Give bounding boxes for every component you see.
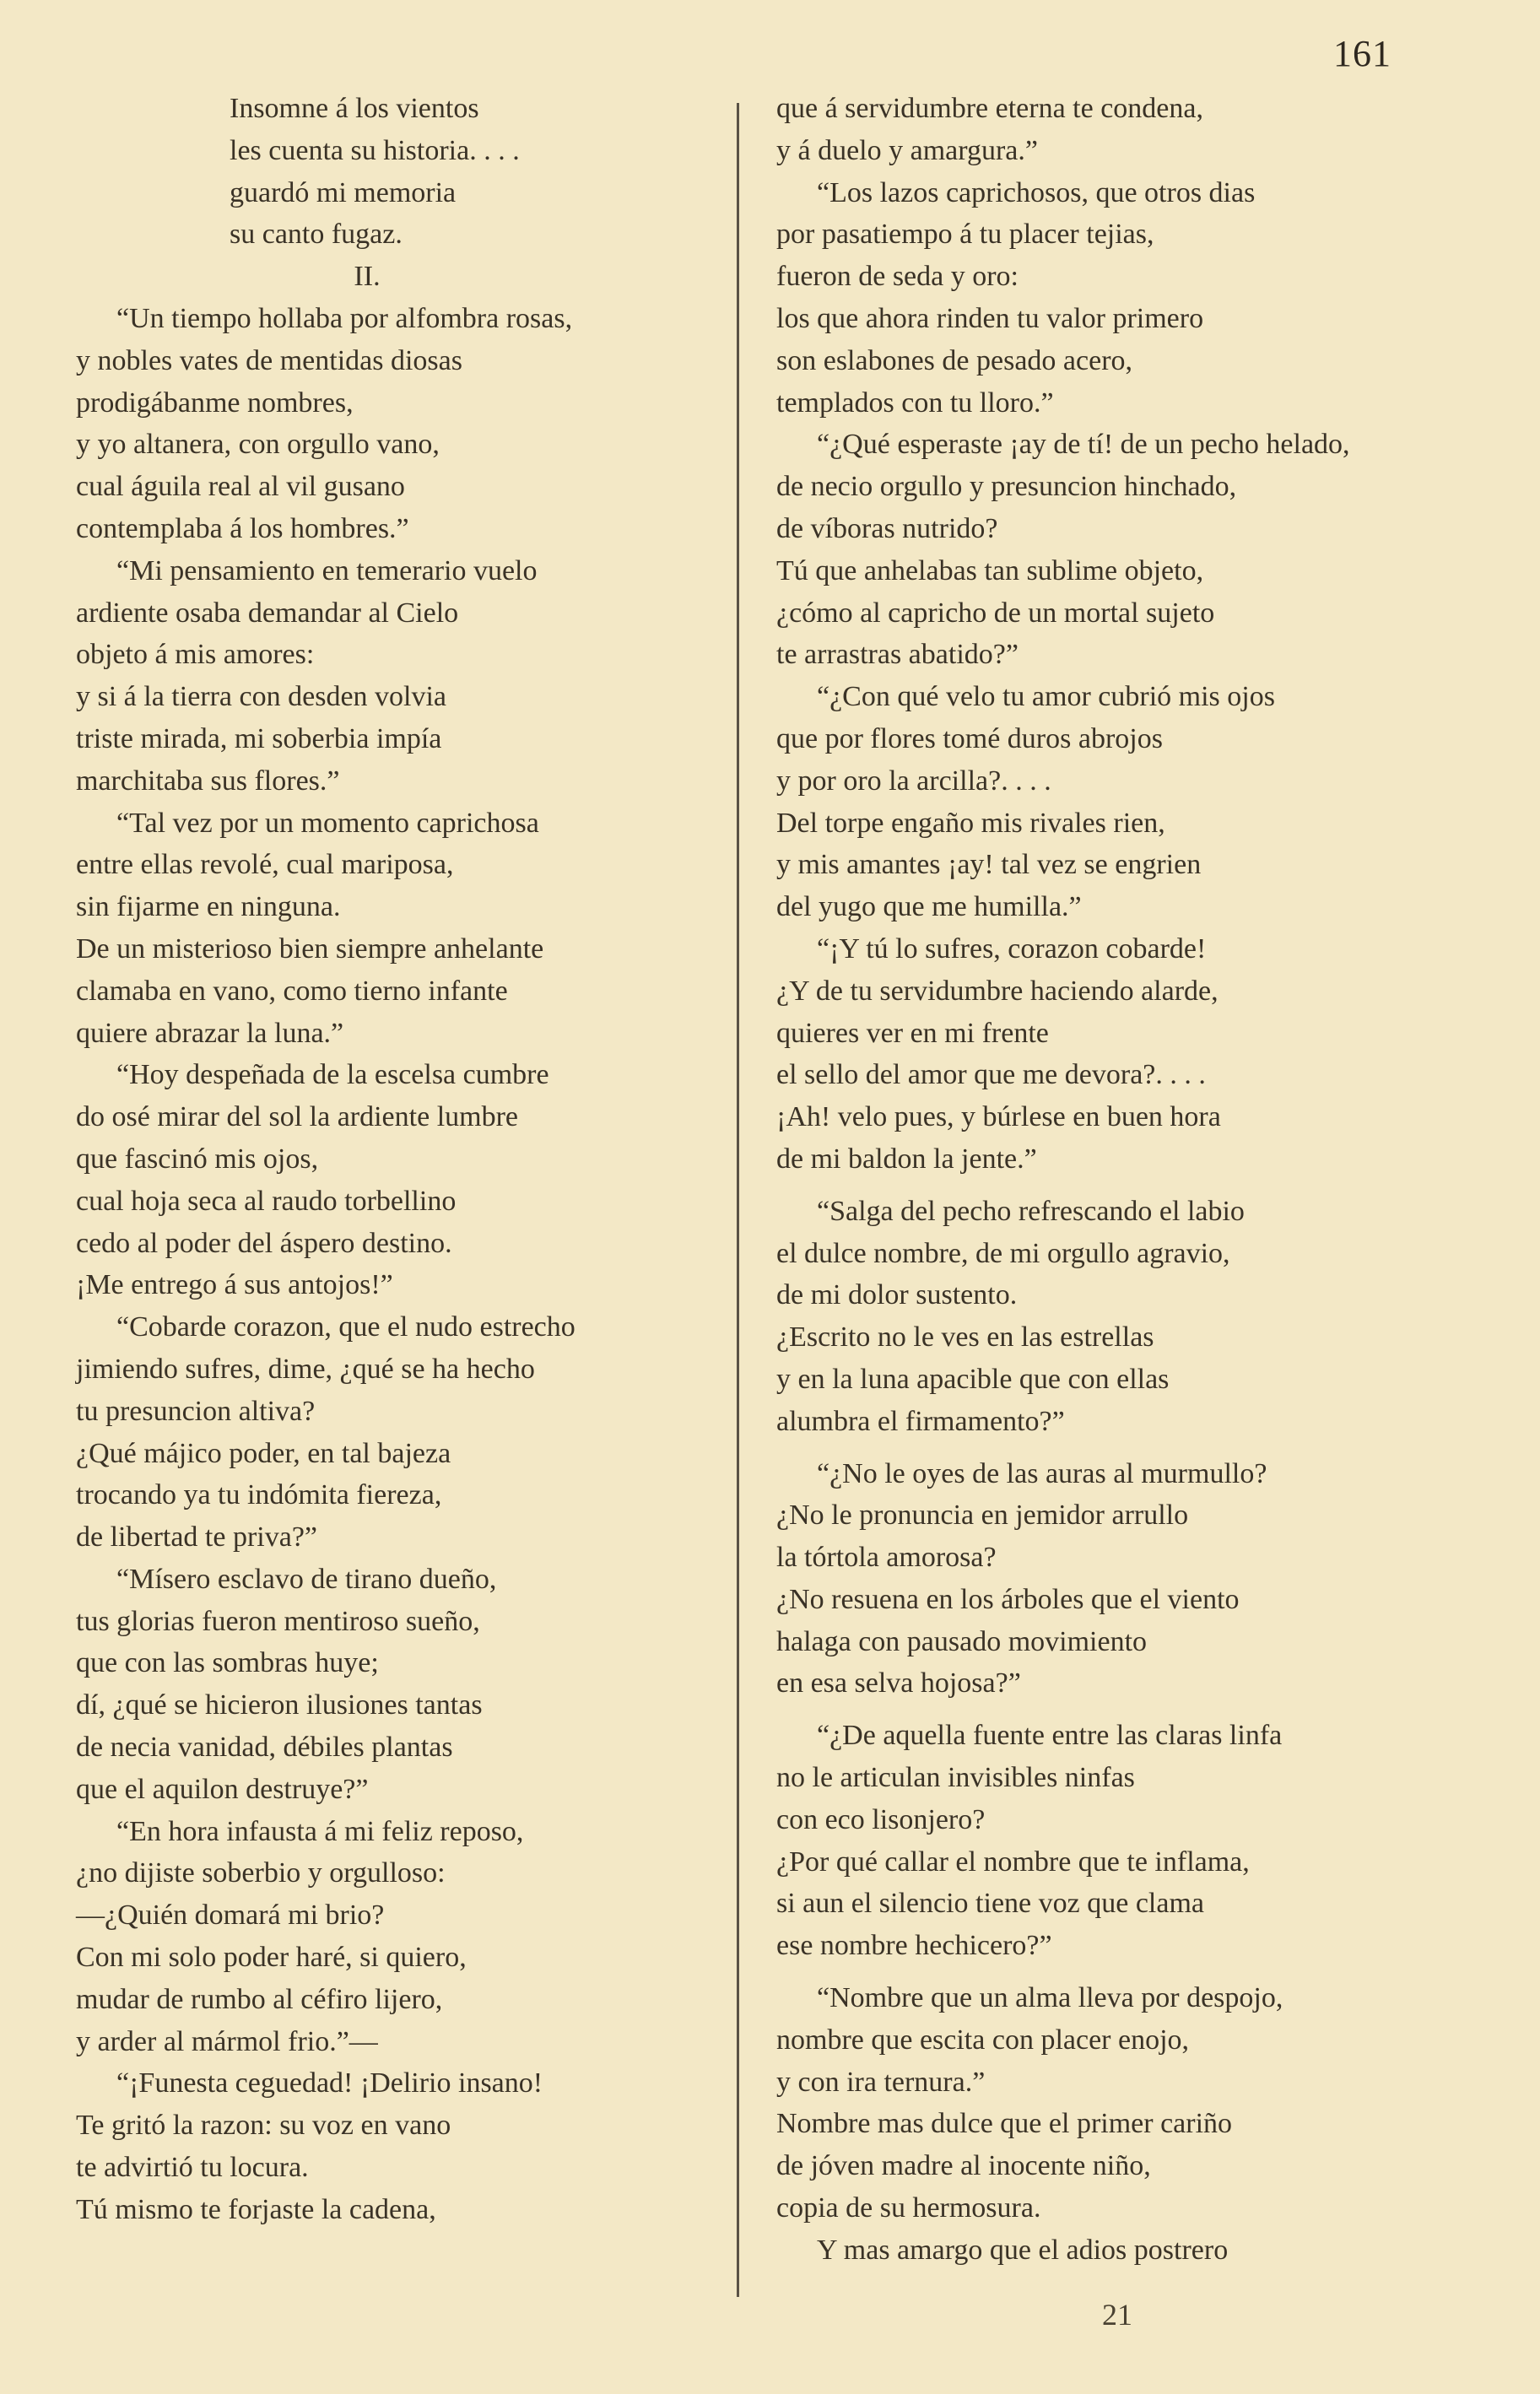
verse-line: triste mirada, mi soberbia impía: [76, 722, 442, 754]
verse-line: Insomne á los vientos: [230, 93, 479, 124]
verse-line: nombre que escita con placer enojo,: [776, 2024, 1190, 2056]
verse-line: cedo al poder del áspero destino.: [76, 1227, 452, 1259]
verse-line: entre ellas revolé, cual mariposa,: [76, 849, 454, 881]
verse-line: que á servidumbre eterna te condena,: [776, 93, 1203, 124]
verse-line: objeto á mis amores:: [76, 639, 315, 671]
verse-line: “¿No le oyes de las auras al murmullo?: [817, 1457, 1267, 1489]
left-column: [76, 88, 743, 2231]
verse-line: —¿Quién domará mi brio?: [76, 1900, 385, 1932]
verse-line: marchitaba sus flores.”: [76, 765, 340, 797]
verse-line: y con ira ternura.”: [776, 2066, 986, 2098]
verse-line: Del torpe engaño mis rivales rien,: [776, 807, 1165, 839]
verse-line: “¡Y tú lo sufres, corazon cobarde!: [817, 932, 1207, 965]
verse-line: y mis amantes ¡ay! tal vez se engrien: [776, 849, 1202, 881]
verse-line: ¿no dijiste soberbio y orgulloso:: [76, 1857, 446, 1889]
verse-line: y arder al mármol frio.”—: [76, 2025, 378, 2057]
verse-line: en esa selva hojosa?”: [776, 1667, 1021, 1700]
right-column: [776, 88, 1443, 2272]
verse-line: que el aquilon destruye?”: [76, 1773, 369, 1805]
verse-line: “¡Funesta ceguedad! ¡Delirio insano!: [116, 2067, 543, 2099]
verse-line: de jóven madre al inocente niño,: [776, 2150, 1151, 2182]
verse-line: “¿De aquella fuente entre las claras linfa: [817, 1720, 1283, 1752]
verse-line: “Nombre que un alma lleva por despojo,: [817, 1982, 1283, 2014]
verse-line: “Los lazos caprichosos, que otros dias: [817, 176, 1256, 208]
verse-line: ardiente osaba demandar al Cielo: [76, 597, 459, 629]
verse-line: de libertad te priva?”: [76, 1521, 318, 1554]
verse-line: sin fijarme en ninguna.: [76, 891, 341, 923]
verse-line: de mi dolor sustento.: [776, 1279, 1018, 1311]
verse-line: su canto fugaz.: [230, 219, 403, 251]
verse-line: jimiendo sufres, dime, ¿qué se ha hecho: [76, 1353, 535, 1385]
verse-line: quieres ver en mi frente: [776, 1017, 1049, 1049]
verse-line: con eco lisonjero?: [776, 1803, 986, 1835]
verse-line: cual águila real al vil gusano: [76, 471, 405, 503]
verse-line: y yo altanera, con orgullo vano,: [76, 429, 440, 461]
verse-line: fueron de seda y oro:: [776, 261, 1019, 293]
verse-line: Nombre mas dulce que el primer cariño: [776, 2108, 1233, 2140]
verse-line: el sello del amor que me devora?. . . .: [776, 1059, 1206, 1091]
verse-line: y si á la tierra con desden volvia: [76, 681, 447, 713]
verse-line: mudar de rumbo al céfiro lijero,: [76, 1983, 443, 2015]
verse-line: ese nombre hechicero?”: [776, 1930, 1052, 1962]
verse-line: templados con tu lloro.”: [776, 386, 1054, 419]
verse-line: ¿Qué májico poder, en tal bajeza: [76, 1437, 451, 1469]
verse-line: Con mi solo poder haré, si quiero,: [76, 1942, 467, 1974]
verse-line: ¿Y de tu servidumbre haciendo alarde,: [776, 975, 1218, 1007]
verse-line: y nobles vates de mentidas diosas: [76, 344, 462, 376]
verse-line: Tú mismo te forjaste la cadena,: [76, 2193, 436, 2225]
verse-line: ¿cómo al capricho de un mortal sujeto: [776, 597, 1215, 629]
verse-line: copia de su hermosura.: [776, 2192, 1041, 2224]
verse-line: no le articulan invisibles ninfas: [776, 1762, 1135, 1794]
verse-line: quiere abrazar la luna.”: [76, 1017, 344, 1049]
verse-line: te arrastras abatido?”: [776, 639, 1019, 671]
verse-line: de necio orgullo y presuncion hinchado,: [776, 471, 1237, 503]
verse-line: el dulce nombre, de mi orgullo agravio,: [776, 1237, 1230, 1269]
verse-line: les cuenta su historia. . . .: [230, 134, 520, 166]
verse-line: “¿Qué esperaste ¡ay de tí! de un pecho helado,: [817, 429, 1350, 461]
verse-line: ¿No resuena en los árboles que el viento: [776, 1583, 1240, 1615]
verse-line: “Un tiempo hollaba por alfombra rosas,: [116, 302, 573, 334]
signature-mark: 21: [1102, 2298, 1132, 2332]
verse-line: “Hoy despeñada de la escelsa cumbre: [116, 1059, 549, 1091]
verse-line: do osé mirar del sol la ardiente lumbre: [76, 1101, 518, 1133]
verse-line: y por oro la arcilla?. . . .: [776, 765, 1051, 797]
verse-line: te advirtió tu locura.: [76, 2152, 309, 2184]
verse-line: II.: [354, 261, 381, 293]
verse-line: los que ahora rinden tu valor primero: [776, 302, 1204, 334]
verse-line: Y mas amargo que el adios postrero: [817, 2234, 1229, 2266]
verse-line: clamaba en vano, como tierno infante: [76, 975, 508, 1007]
verse-line: cual hoja seca al raudo torbellino: [76, 1185, 457, 1217]
verse-line: “¿Con qué velo tu amor cubrió mis ojos: [817, 681, 1275, 713]
verse-line: y en la luna apacible que con ellas: [776, 1363, 1170, 1395]
verse-line: ¿Escrito no le ves en las estrellas: [776, 1321, 1154, 1354]
verse-line: De un misterioso bien siempre anhelante: [76, 932, 544, 965]
verse-line: ¿Por qué callar el nombre que te inflama,: [776, 1845, 1250, 1878]
verse-line: guardó mi memoria: [230, 176, 457, 208]
verse-line: de mi baldon la jente.”: [776, 1143, 1037, 1175]
verse-line: “Mísero esclavo de tirano dueño,: [116, 1563, 497, 1595]
verse-line: ¡Ah! velo pues, y búrlese en buen hora: [776, 1101, 1221, 1133]
verse-line: “Tal vez por un momento caprichosa: [116, 807, 539, 839]
verse-line: que fascinó mis ojos,: [76, 1143, 319, 1175]
verse-line: ¿No le pronuncia en jemidor arrullo: [776, 1500, 1189, 1532]
page-number: 161: [1333, 33, 1391, 74]
verse-line: dí, ¿qué se hicieron ilusiones tantas: [76, 1689, 483, 1721]
verse-line: halaga con pausado movimiento: [776, 1625, 1148, 1657]
verse-line: la tórtola amorosa?: [776, 1542, 997, 1574]
verse-line: “En hora infausta á mi feliz reposo,: [116, 1815, 524, 1847]
verse-line: Tú que anhelabas tan sublime objeto,: [776, 554, 1204, 586]
verse-line: alumbra el firmamento?”: [776, 1405, 1065, 1437]
verse-line: contemplaba á los hombres.”: [76, 512, 409, 544]
verse-line: trocando ya tu indómita fiereza,: [76, 1479, 442, 1511]
verse-line: de necia vanidad, débiles plantas: [76, 1732, 453, 1764]
verse-line: “Salga del pecho refrescando el labio: [817, 1195, 1245, 1227]
verse-line: Te gritó la razon: su voz en vano: [76, 2110, 451, 2142]
verse-line: “Cobarde corazon, que el nudo estrecho: [116, 1311, 575, 1343]
verse-line: son eslabones de pesado acero,: [776, 344, 1133, 376]
verse-line: si aun el silencio tiene voz que clama: [776, 1888, 1204, 1920]
verse-line: tu presuncion altiva?: [76, 1395, 316, 1427]
verse-line: por pasatiempo á tu placer tejias,: [776, 219, 1154, 251]
verse-line: “Mi pensamiento en temerario vuelo: [116, 554, 538, 586]
verse-line: que con las sombras huye;: [76, 1647, 379, 1679]
verse-line: prodigábanme nombres,: [76, 386, 354, 419]
verse-line: del yugo que me humilla.”: [776, 891, 1082, 923]
verse-line: y á duelo y amargura.”: [776, 134, 1038, 166]
verse-line: de víboras nutrido?: [776, 512, 998, 544]
verse-line: tus glorias fueron mentiroso sueño,: [76, 1605, 480, 1637]
verse-line: ¡Me entrego á sus antojos!”: [76, 1269, 393, 1301]
verse-line: que por flores tomé duros abrojos: [776, 722, 1163, 754]
column-divider: [737, 103, 739, 2297]
